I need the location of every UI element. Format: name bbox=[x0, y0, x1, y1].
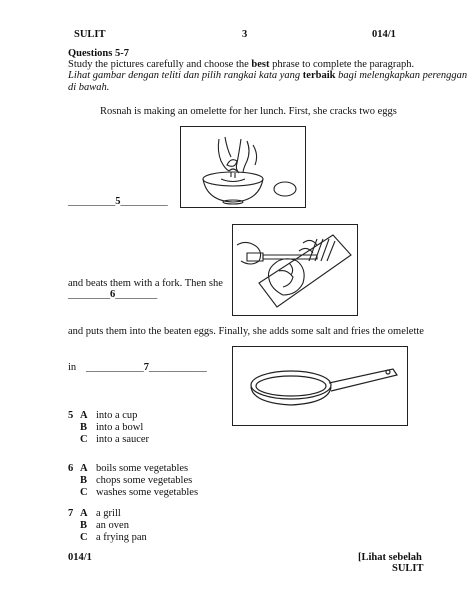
option-5c[interactable]: into a saucer bbox=[96, 434, 150, 445]
option-6c[interactable]: washes some vegetables bbox=[96, 487, 199, 498]
frying-pan-illustration bbox=[232, 346, 408, 426]
questions-heading: Questions 5-7 bbox=[68, 48, 129, 59]
header-page-number: 3 bbox=[242, 29, 248, 40]
option-7b[interactable]: an oven bbox=[96, 520, 129, 531]
instruction-malay: Lihat gambar dengan teliti dan pilih rangkai kata yang terbaik bagi melengkapkan perenggan bbox=[68, 70, 468, 81]
option-5a[interactable]: into a cup bbox=[96, 410, 138, 421]
header-left: SULIT bbox=[74, 29, 106, 40]
instruction-english: Study the pictures carefully and choose the best phrase to complete the paragraph. bbox=[68, 59, 415, 70]
blank-6: ________6________ bbox=[68, 289, 158, 300]
blank-7: ___________7___________ bbox=[86, 362, 207, 373]
footer-sulit: SULIT bbox=[392, 563, 424, 574]
instruction-malay-line2: di bawah. bbox=[68, 82, 110, 93]
option-6a[interactable]: boils some vegetables bbox=[96, 463, 189, 474]
blank-5: _________5_________ bbox=[68, 196, 168, 207]
footer-left: 014/1 bbox=[68, 552, 92, 563]
chopping-vegetables-illustration bbox=[232, 224, 358, 316]
footer-next-page: [Lihat sebelah bbox=[358, 552, 422, 563]
option-7a[interactable]: a grill bbox=[96, 508, 121, 519]
option-5b[interactable]: into a bowl bbox=[96, 422, 144, 433]
passage-in-word: in bbox=[68, 362, 77, 373]
passage-line-2: and beats them with a fork. Then she bbox=[68, 278, 223, 289]
passage-line-1: Rosnah is making an omelette for her lunch. First, she cracks two eggs bbox=[100, 106, 397, 117]
option-6b[interactable]: chops some vegetables bbox=[96, 475, 193, 486]
header-right: 014/1 bbox=[372, 29, 396, 40]
passage-line-3: and puts them into the beaten eggs. Finally, she adds some salt and fries the omelette bbox=[68, 326, 424, 337]
option-7c[interactable]: a frying pan bbox=[96, 532, 147, 543]
bowl-with-eggs-illustration bbox=[180, 126, 306, 208]
